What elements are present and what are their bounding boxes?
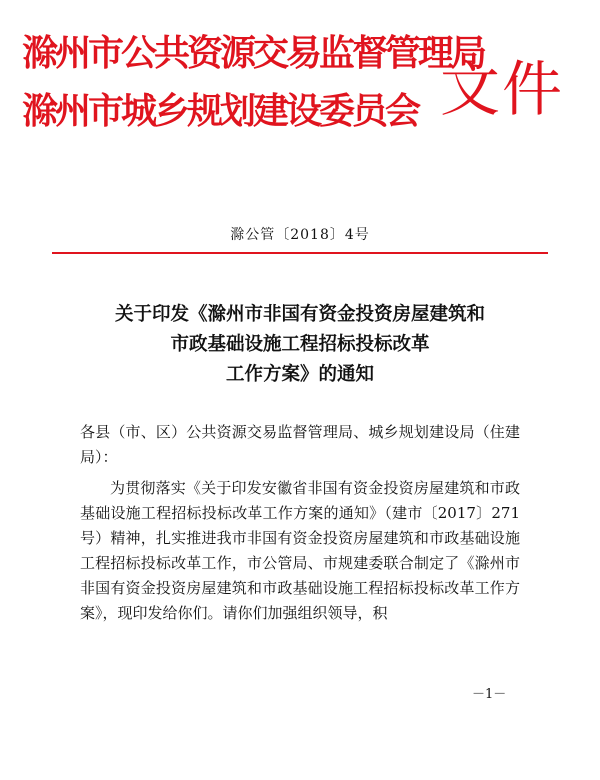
document-title bbox=[70, 300, 530, 390]
title-line-1: 关于印发《滁州市非国有资金投资房屋建筑和 bbox=[114, 304, 485, 325]
title-line-2: 市政基础设施工程招标投标改革 bbox=[170, 334, 430, 355]
body-paragraph: 为贯彻落实《关于印发安徽省非国有资金投资房屋建筑和市政基础设施工程招标投标改革工作方案的通知》（建市〔2017〕271号）精神，扎实推进我市非国有资金投资房屋建筑和市政基础设施工程招标投标改革工作，市公管局、市规建委联合制定了《滁州市非国有资金投资房屋建筑和市政基础设施工程招标投标改革工作方案》，现印发给你们。请你们加强组织领导，积 bbox=[80, 479, 520, 622]
document-body bbox=[80, 420, 520, 626]
issuing-org-1: 滁州市公共资源交易监督管理局 bbox=[22, 33, 485, 74]
title-line-3: 工作方案》的通知 bbox=[225, 364, 374, 385]
issuing-org-2: 滁州市城乡规划建设委员会 bbox=[22, 91, 419, 132]
document-label: 文件 bbox=[440, 55, 564, 125]
salutation: 各县（市、区）公共资源交易监督管理局、城乡规划建设局（住建局）： bbox=[80, 423, 520, 466]
red-divider bbox=[52, 252, 548, 254]
page-number: －1－ bbox=[472, 687, 507, 702]
document-number: 滁公管〔2018〕4号 bbox=[230, 227, 370, 243]
document-header bbox=[22, 26, 582, 156]
